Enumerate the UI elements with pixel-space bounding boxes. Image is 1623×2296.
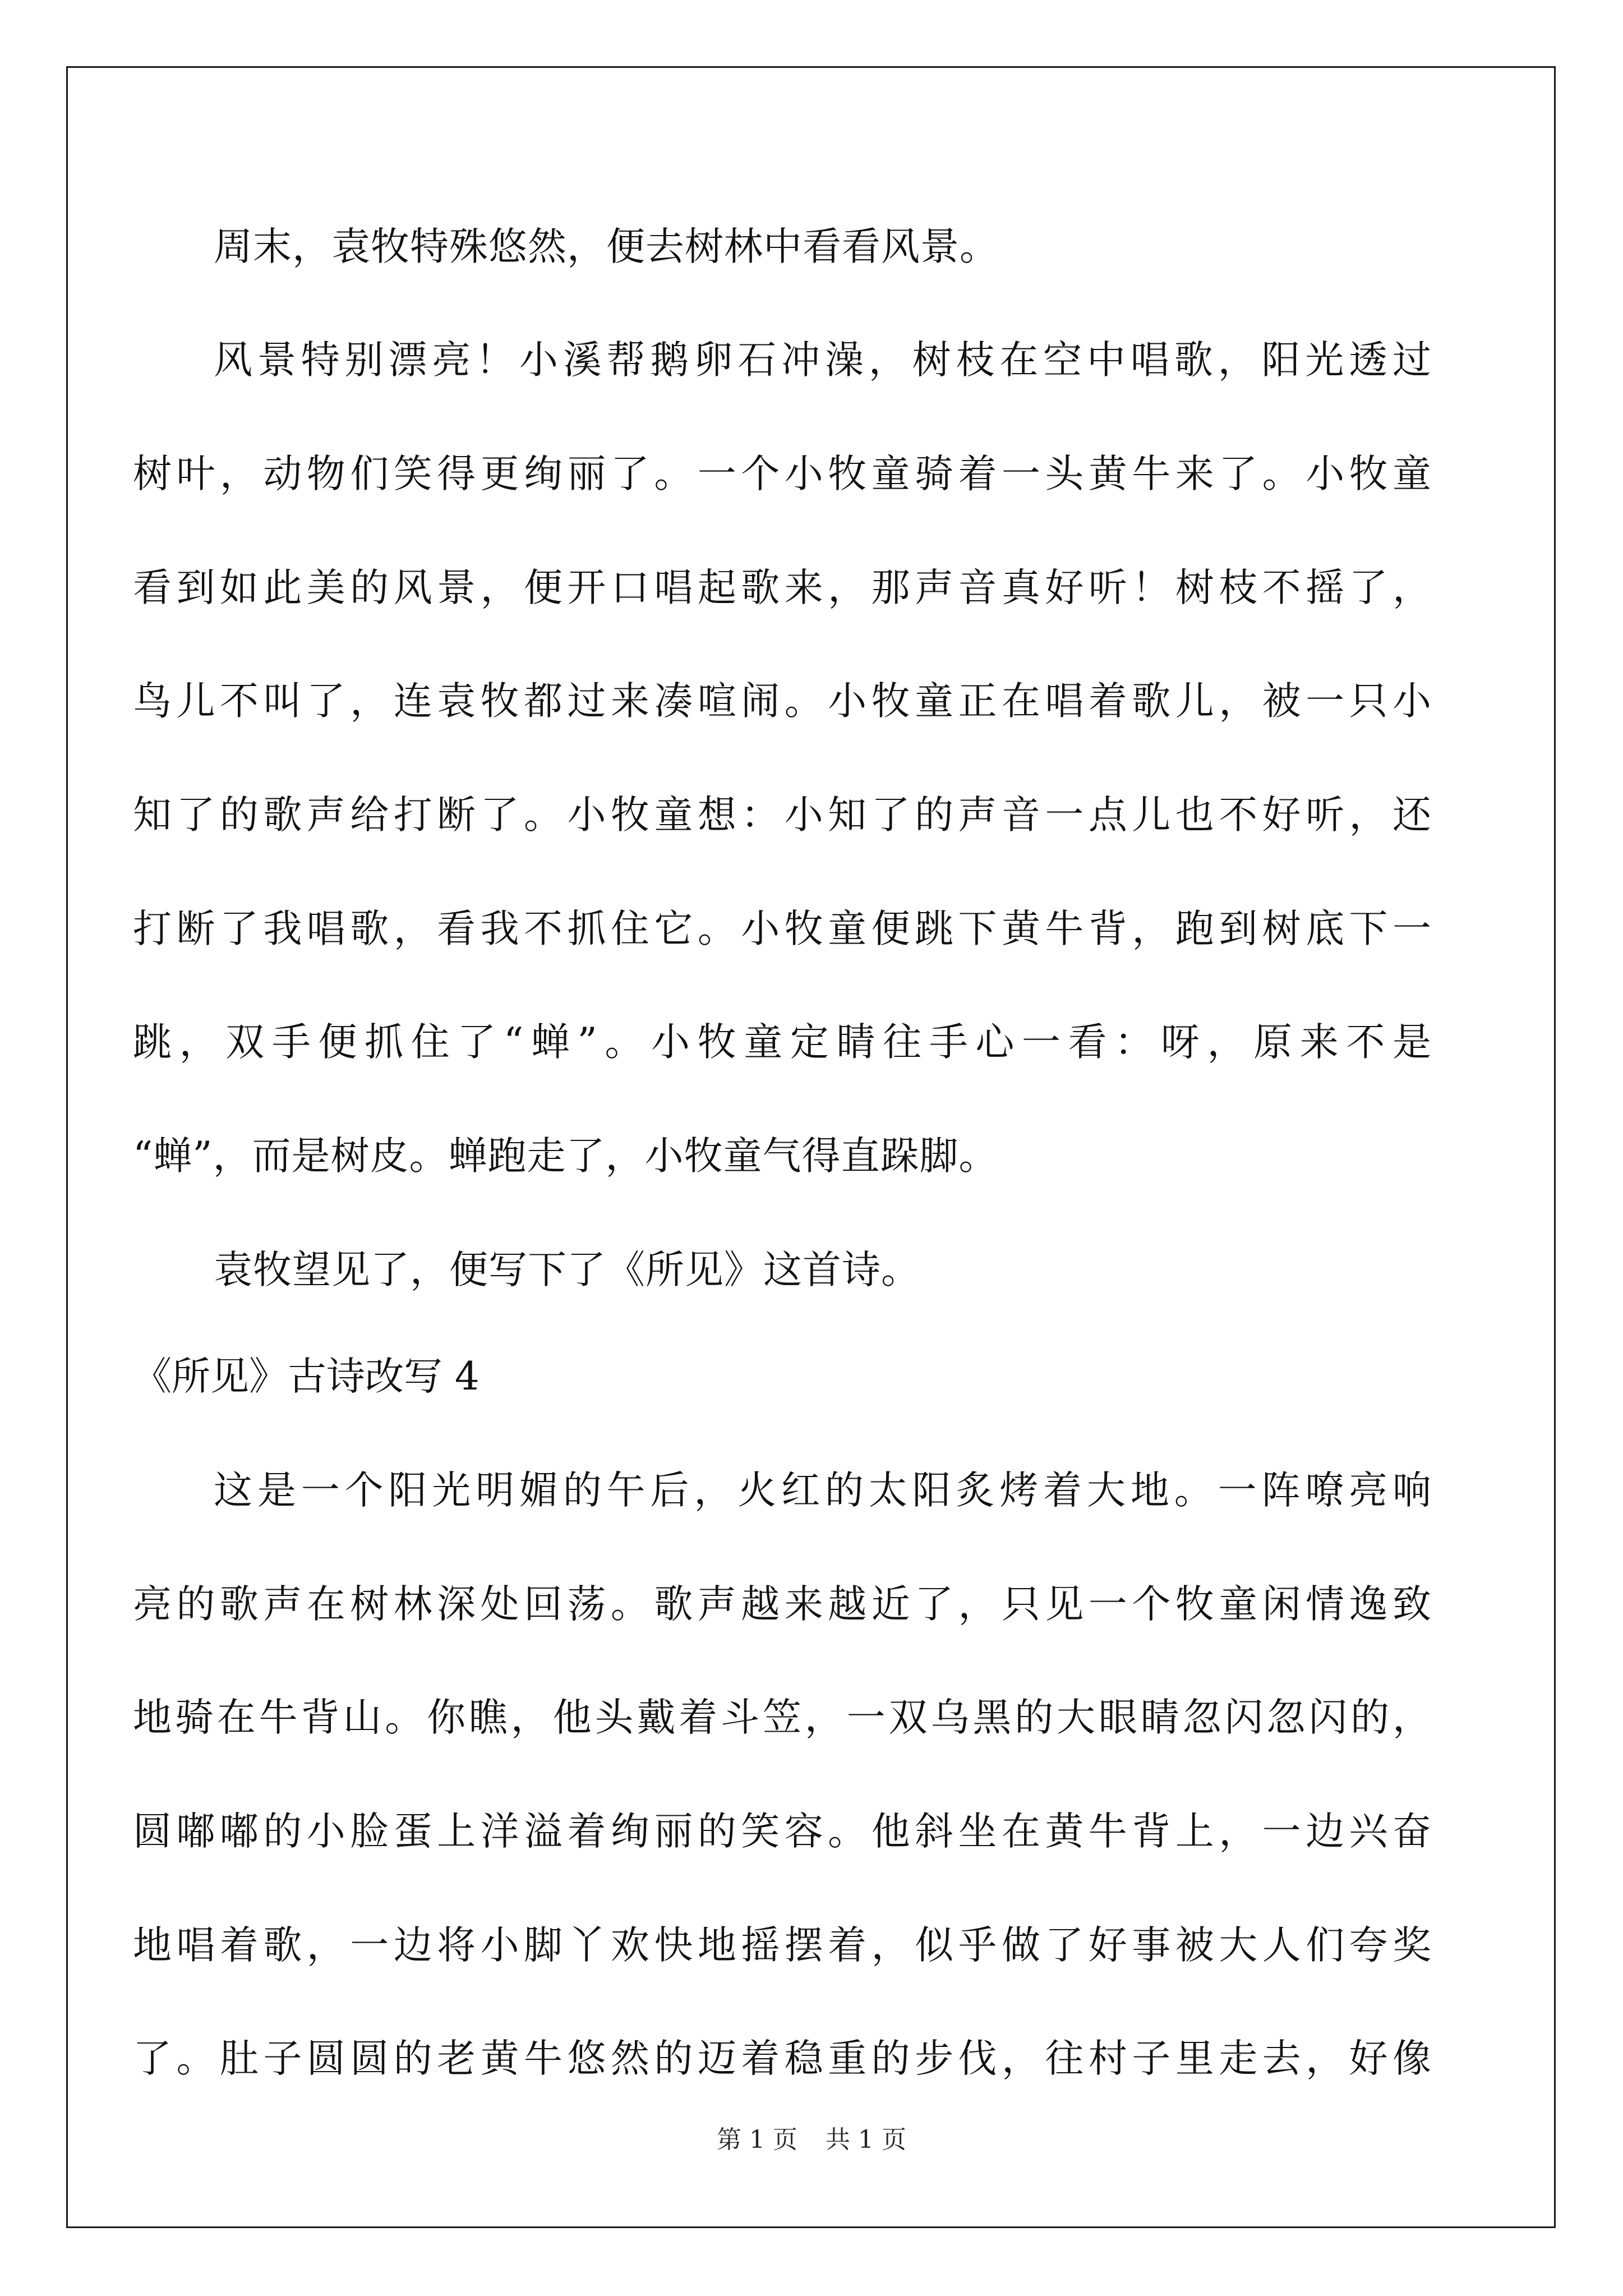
paragraph-4-line-6: 了。肚子圆圆的老黄牛悠然的迈着稳重的步伐，往村子里走去，好像 <box>133 2036 1432 2081</box>
page-footer <box>0 2123 1623 2157</box>
section-heading: 《所见》古诗改写 4 <box>133 1354 479 1399</box>
paragraph-4-line-2: 亮的歌声在树林深处回荡。歌声越来越近了，只见一个牧童闲情逸致 <box>133 1582 1432 1627</box>
paragraph-2-line-6: 打断了我唱歌，看我不抓住它。小牧童便跳下黄牛背，跑到树底下一 <box>133 907 1432 951</box>
paragraph-2-line-2: 树叶，动物们笑得更绚丽了。一个小牧童骑着一头黄牛来了。小牧童 <box>133 452 1432 496</box>
paragraph-4-line-5: 地唱着歌，一边将小脚丫欢快地摇摆着，似乎做了好事被大人们夸奖 <box>133 1923 1432 1968</box>
paragraph-4-line-1: 这是一个阳光明媚的午后，火红的太阳炙烤着大地。一阵嘹亮响 <box>214 1468 1432 1513</box>
paragraph-4-line-3: 地骑在牛背山。你瞧，他头戴着斗笠，一双乌黑的大眼睛忽闪忽闪的， <box>133 1695 1432 1740</box>
paragraph-2-line-4: 鸟儿不叫了，连袁牧都过来凑喧闹。小牧童正在唱着歌儿，被一只小 <box>133 679 1432 724</box>
paragraph-2-line-3: 看到如此美的风景，便开口唱起歌来，那声音真好听！树枝不摇了， <box>133 565 1432 610</box>
paragraph-2-line-5: 知了的歌声给打断了。小牧童想：小知了的声音一点儿也不好听，还 <box>133 793 1432 838</box>
page-number: 第 1 页 <box>717 2125 797 2154</box>
paragraph-2-line-8: “蝉”，而是树皮。蝉跑走了，小牧童气得直跺脚。 <box>133 1134 998 1179</box>
paragraph-4-line-4: 圆嘟嘟的小脸蛋上洋溢着绚丽的笑容。他斜坐在黄牛背上，一边兴奋 <box>133 1809 1432 1854</box>
page-total: 共 1 页 <box>826 2125 906 2154</box>
paragraph-1-line-1: 周末，袁牧特殊悠然，便去树林中看看风景。 <box>214 224 999 269</box>
paragraph-2-line-1: 风景特别漂亮！小溪帮鹅卵石冲澡，树枝在空中唱歌，阳光透过 <box>214 338 1432 383</box>
paragraph-3-line-1: 袁牧望见了，便写下了《所见》这首诗。 <box>214 1248 920 1292</box>
paragraph-2-line-7: 跳，双手便抓住了“蝉”。小牧童定睛往手心一看：呀，原来不是 <box>133 1020 1432 1065</box>
